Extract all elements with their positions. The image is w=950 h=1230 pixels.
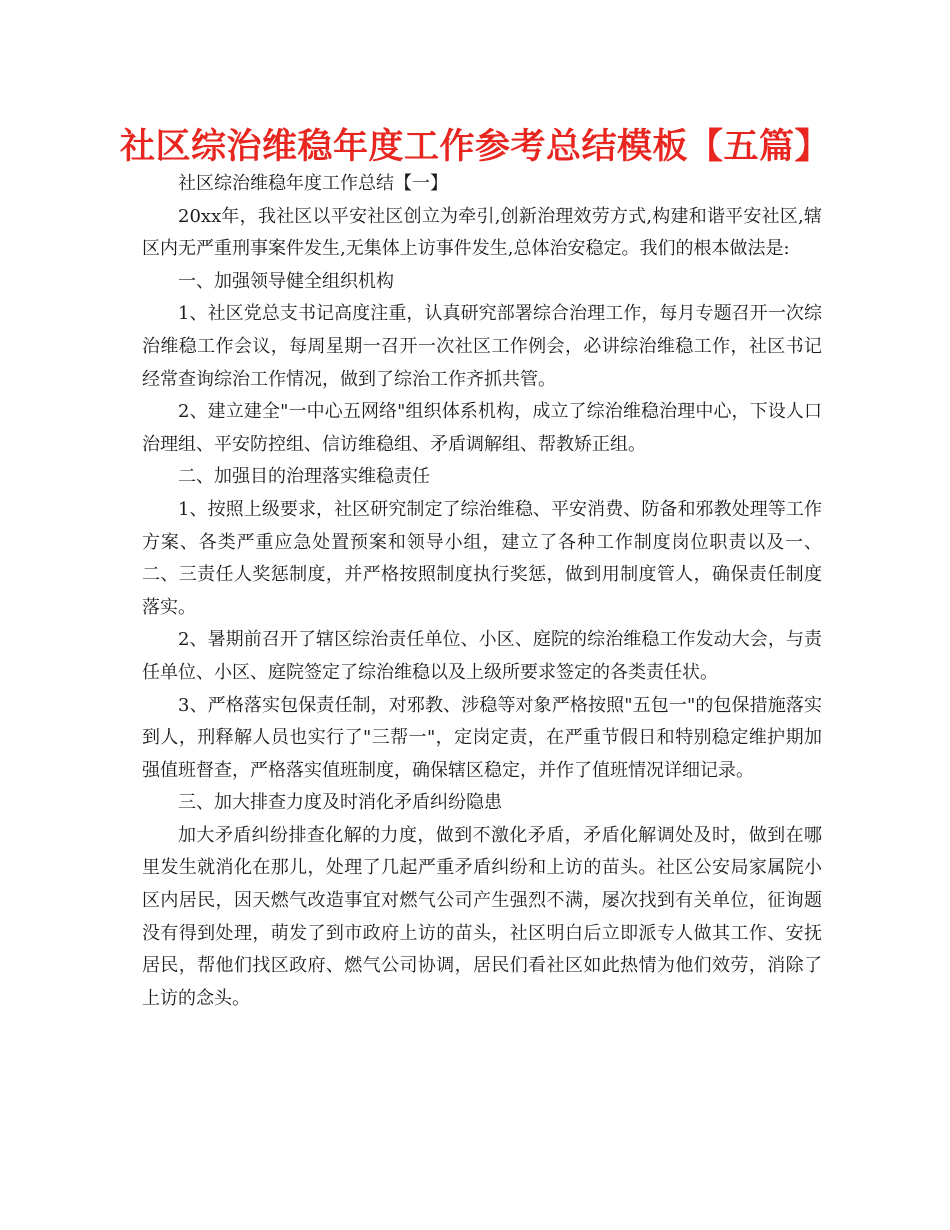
section-heading: 三、加大排查力度及时消化矛盾纠纷隐患 xyxy=(178,792,502,814)
section-heading: 二、加强目的治理落实维稳责任 xyxy=(178,466,430,488)
paragraph: 1、按照上级要求，社区研究制定了综治维稳、平安消费、防备和邪教处理等工作方案、各类严重应急处置预案和领导小组，建立了各种工作制度岗位职责以及一、二、三责任人奖惩制度，并严格按照制度执行奖惩，做到用制度管人，确保责任制度落实。 xyxy=(142,498,822,618)
document-body xyxy=(142,168,822,1015)
section-heading: 社区综治维稳年度工作总结【一】 xyxy=(178,173,448,194)
document-title: 社区综治维稳年度工作参考总结模板【五篇】 xyxy=(119,126,830,167)
paragraph: 1、社区党总支书记高度注重，认真研究部署综合治理工作，每月专题召开一次综治维稳工作会议，每周星期一召开一次社区工作例会，必讲综治维稳工作，社区书记经常查询综治工作情况，做到了综治工作齐抓共管。 xyxy=(142,303,822,390)
paragraph: 3、严格落实包保责任制，对邪教、涉稳等对象严格按照"五包一"的包保措施落实到人，刑释解人员也实行了"三帮一"，定岗定责，在严重节假日和特别稳定维护期加强值班督查，严格落实值班制度，确保辖区稳定，并作了值班情况详细记录。 xyxy=(142,694,822,781)
paragraph: 2、暑期前召开了辖区综治责任单位、小区、庭院的综治维稳工作发动大会，与责任单位、小区、庭院签定了综治维稳以及上级所要求签定的各类责任状。 xyxy=(142,629,822,683)
section-heading: 一、加强领导健全组织机构 xyxy=(178,270,394,292)
paragraph: 加大矛盾纠纷排查化解的力度，做到不激化矛盾，矛盾化解调处及时，做到在哪里发生就消化在那儿，处理了几起严重矛盾纠纷和上访的苗头。社区公安局家属院小区内居民，因天燃气改造事宜对燃气公司产生强烈不满，屡次找到有关单位，征询题没有得到处理，萌发了到市政府上访的苗头，社区明白后立即派专人做其工作、安抚居民，帮他们找区政府、燃气公司协调，居民们看社区如此热情为他们效劳，消除了上访的念头。 xyxy=(142,824,822,1009)
paragraph: 2、建立建全"一中心五网络"组织体系机构，成立了综治维稳治理中心，下设人口治理组、平安防控组、信访维稳组、矛盾调解组、帮教矫正组。 xyxy=(142,401,822,455)
paragraph: 20xx年，我社区以平安社区创立为牵引,创新治理效劳方式,构建和谐平安社区,辖区内无严重刑事案件发生,无集体上访事件发生,总体治安稳定。我们的根本做法是: xyxy=(142,205,822,260)
